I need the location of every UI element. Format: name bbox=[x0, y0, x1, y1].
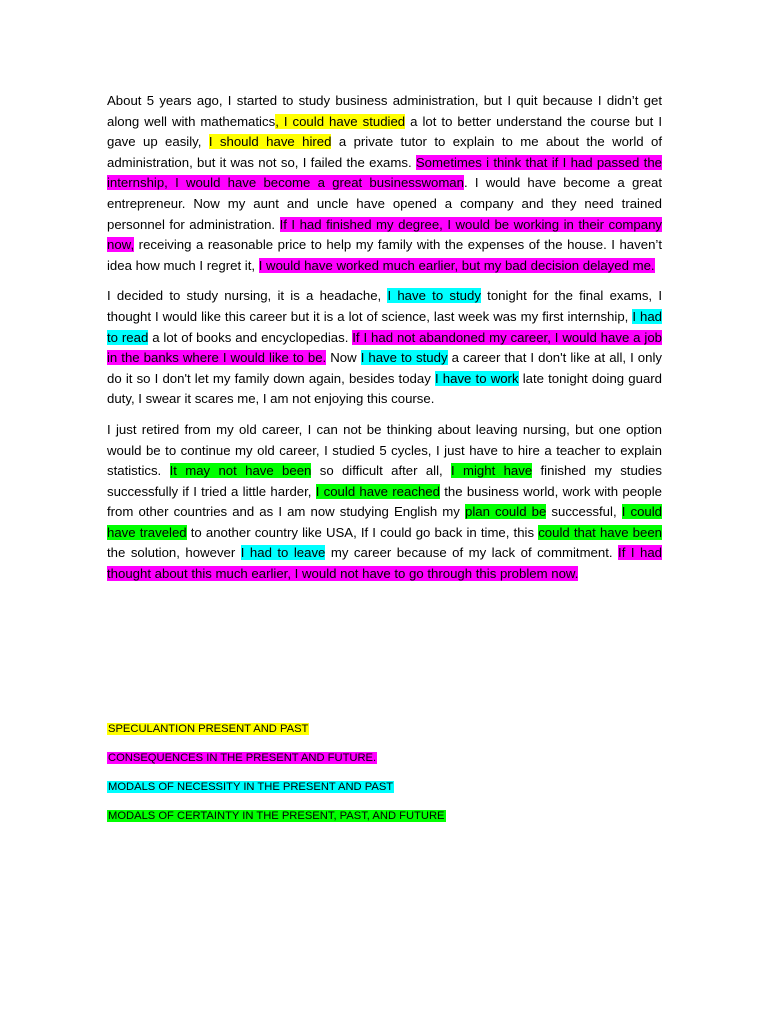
text-segment: About 5 years ago, I started to study business administration, but I quit because I didn’t get along well with mathematics bbox=[107, 93, 662, 129]
text-segment: successful, bbox=[546, 504, 622, 520]
legend-label: MODALS OF NECESSITY IN THE PRESENT AND PAST bbox=[108, 781, 394, 793]
legend-item-magenta bbox=[107, 751, 662, 765]
highlighted-phrase-green: could that have been bbox=[538, 524, 662, 540]
highlighted-phrase-cyan: I had to leave bbox=[240, 545, 326, 561]
text-segment: to another country like USA, If I could go back in time, this bbox=[186, 524, 539, 540]
text-segment: my career because of my lack of commitment. bbox=[325, 545, 619, 561]
legend-item-yellow bbox=[107, 722, 662, 736]
highlighted-phrase-green: It may not have been bbox=[169, 463, 312, 479]
highlighted-phrase-green: I might have bbox=[451, 463, 533, 479]
text-segment: a career that I don't like at all, I only do it so I don't let my family down again, besides today bbox=[107, 350, 662, 386]
text-segment: I just retired from my old career, I can not be thinking about leaving nursing, but one option would be to continue my old career, I studied 5 cycles, I just have to hire a teacher to explain statistics. bbox=[107, 421, 662, 479]
legend-item-cyan bbox=[107, 780, 662, 794]
text-segment: receiving a reasonable price to help my family with the expenses of the house. I haven’t idea how much I regret it, bbox=[107, 237, 662, 273]
highlighted-phrase-magenta: I would have worked much earlier, but my bad decision delayed me. bbox=[258, 257, 655, 273]
highlighted-phrase-green: I could have traveled bbox=[107, 504, 662, 540]
text-segment: I decided to study nursing, it is a headache, bbox=[107, 288, 388, 304]
text-segment: . I would have become a great entrepreneur. Now my aunt and uncle have opened a company and they need trained personnel for administration. bbox=[107, 175, 662, 232]
highlighted-phrase-cyan: I have to work bbox=[434, 370, 519, 386]
highlighted-phrase-green: plan could be bbox=[464, 504, 547, 520]
document-body bbox=[107, 91, 662, 595]
text-segment: the business world, work with people from other countries and as I am now studying English my bbox=[107, 483, 662, 520]
text-segment: so difficult after all, bbox=[311, 463, 452, 479]
highlighted-phrase-magenta: Sometimes i think that if I had passed the internship, I would have become a great businesswoman bbox=[107, 154, 662, 191]
highlighted-phrase-cyan: I had to read bbox=[107, 308, 662, 345]
paragraph-1 bbox=[107, 91, 662, 276]
text-segment: a lot of books and encyclopedias. bbox=[148, 329, 353, 345]
text-segment: tonight for the final exams, I thought I would like this career but it is a lot of science, last week was my first internship, bbox=[107, 288, 662, 324]
text-segment: a private tutor to explain to me about the world of administration, but it was not so, I failed the exams. bbox=[107, 134, 663, 170]
highlighted-phrase-magenta: If I had not abandoned my career, I would have a job in the banks where I would like to be. bbox=[107, 329, 662, 366]
highlighted-phrase-yellow: I should have hired bbox=[208, 134, 332, 150]
legend-label: SPECULANTION PRESENT AND PAST bbox=[108, 723, 309, 735]
highlighted-phrase-magenta: If I had thought about this much earlier, I would not have to go through this problem now. bbox=[107, 545, 663, 582]
text-segment: Now bbox=[326, 350, 361, 366]
highlighted-phrase-cyan: I have to study bbox=[360, 350, 448, 366]
text-segment: the solution, however bbox=[107, 545, 241, 561]
highlighted-phrase-green: I could have reached bbox=[315, 483, 440, 499]
legend-item-green bbox=[107, 809, 662, 823]
highlighted-phrase-cyan: I have to study bbox=[387, 288, 481, 304]
highlight-legend bbox=[107, 722, 662, 838]
highlighted-phrase-yellow: , I could have studied bbox=[275, 113, 406, 129]
legend-label: CONSEQUENCES IN THE PRESENT AND FUTURE. bbox=[108, 752, 377, 764]
text-segment: late tonight doing guard duty, I swear it scares me, I am not enjoying this course. bbox=[107, 370, 663, 407]
legend-label: MODALS OF CERTAINTY IN THE PRESENT, PAST, AND FUTURE bbox=[108, 810, 445, 822]
paragraph-2 bbox=[107, 286, 662, 410]
paragraph-3 bbox=[107, 420, 662, 585]
highlighted-phrase-magenta: If I had finished my degree, I would be working in their company now, bbox=[107, 216, 662, 253]
text-segment: finished my studies successfully if I tried a little harder, bbox=[107, 463, 662, 499]
text-segment: a lot to better understand the course but I gave up easily, bbox=[107, 113, 663, 150]
